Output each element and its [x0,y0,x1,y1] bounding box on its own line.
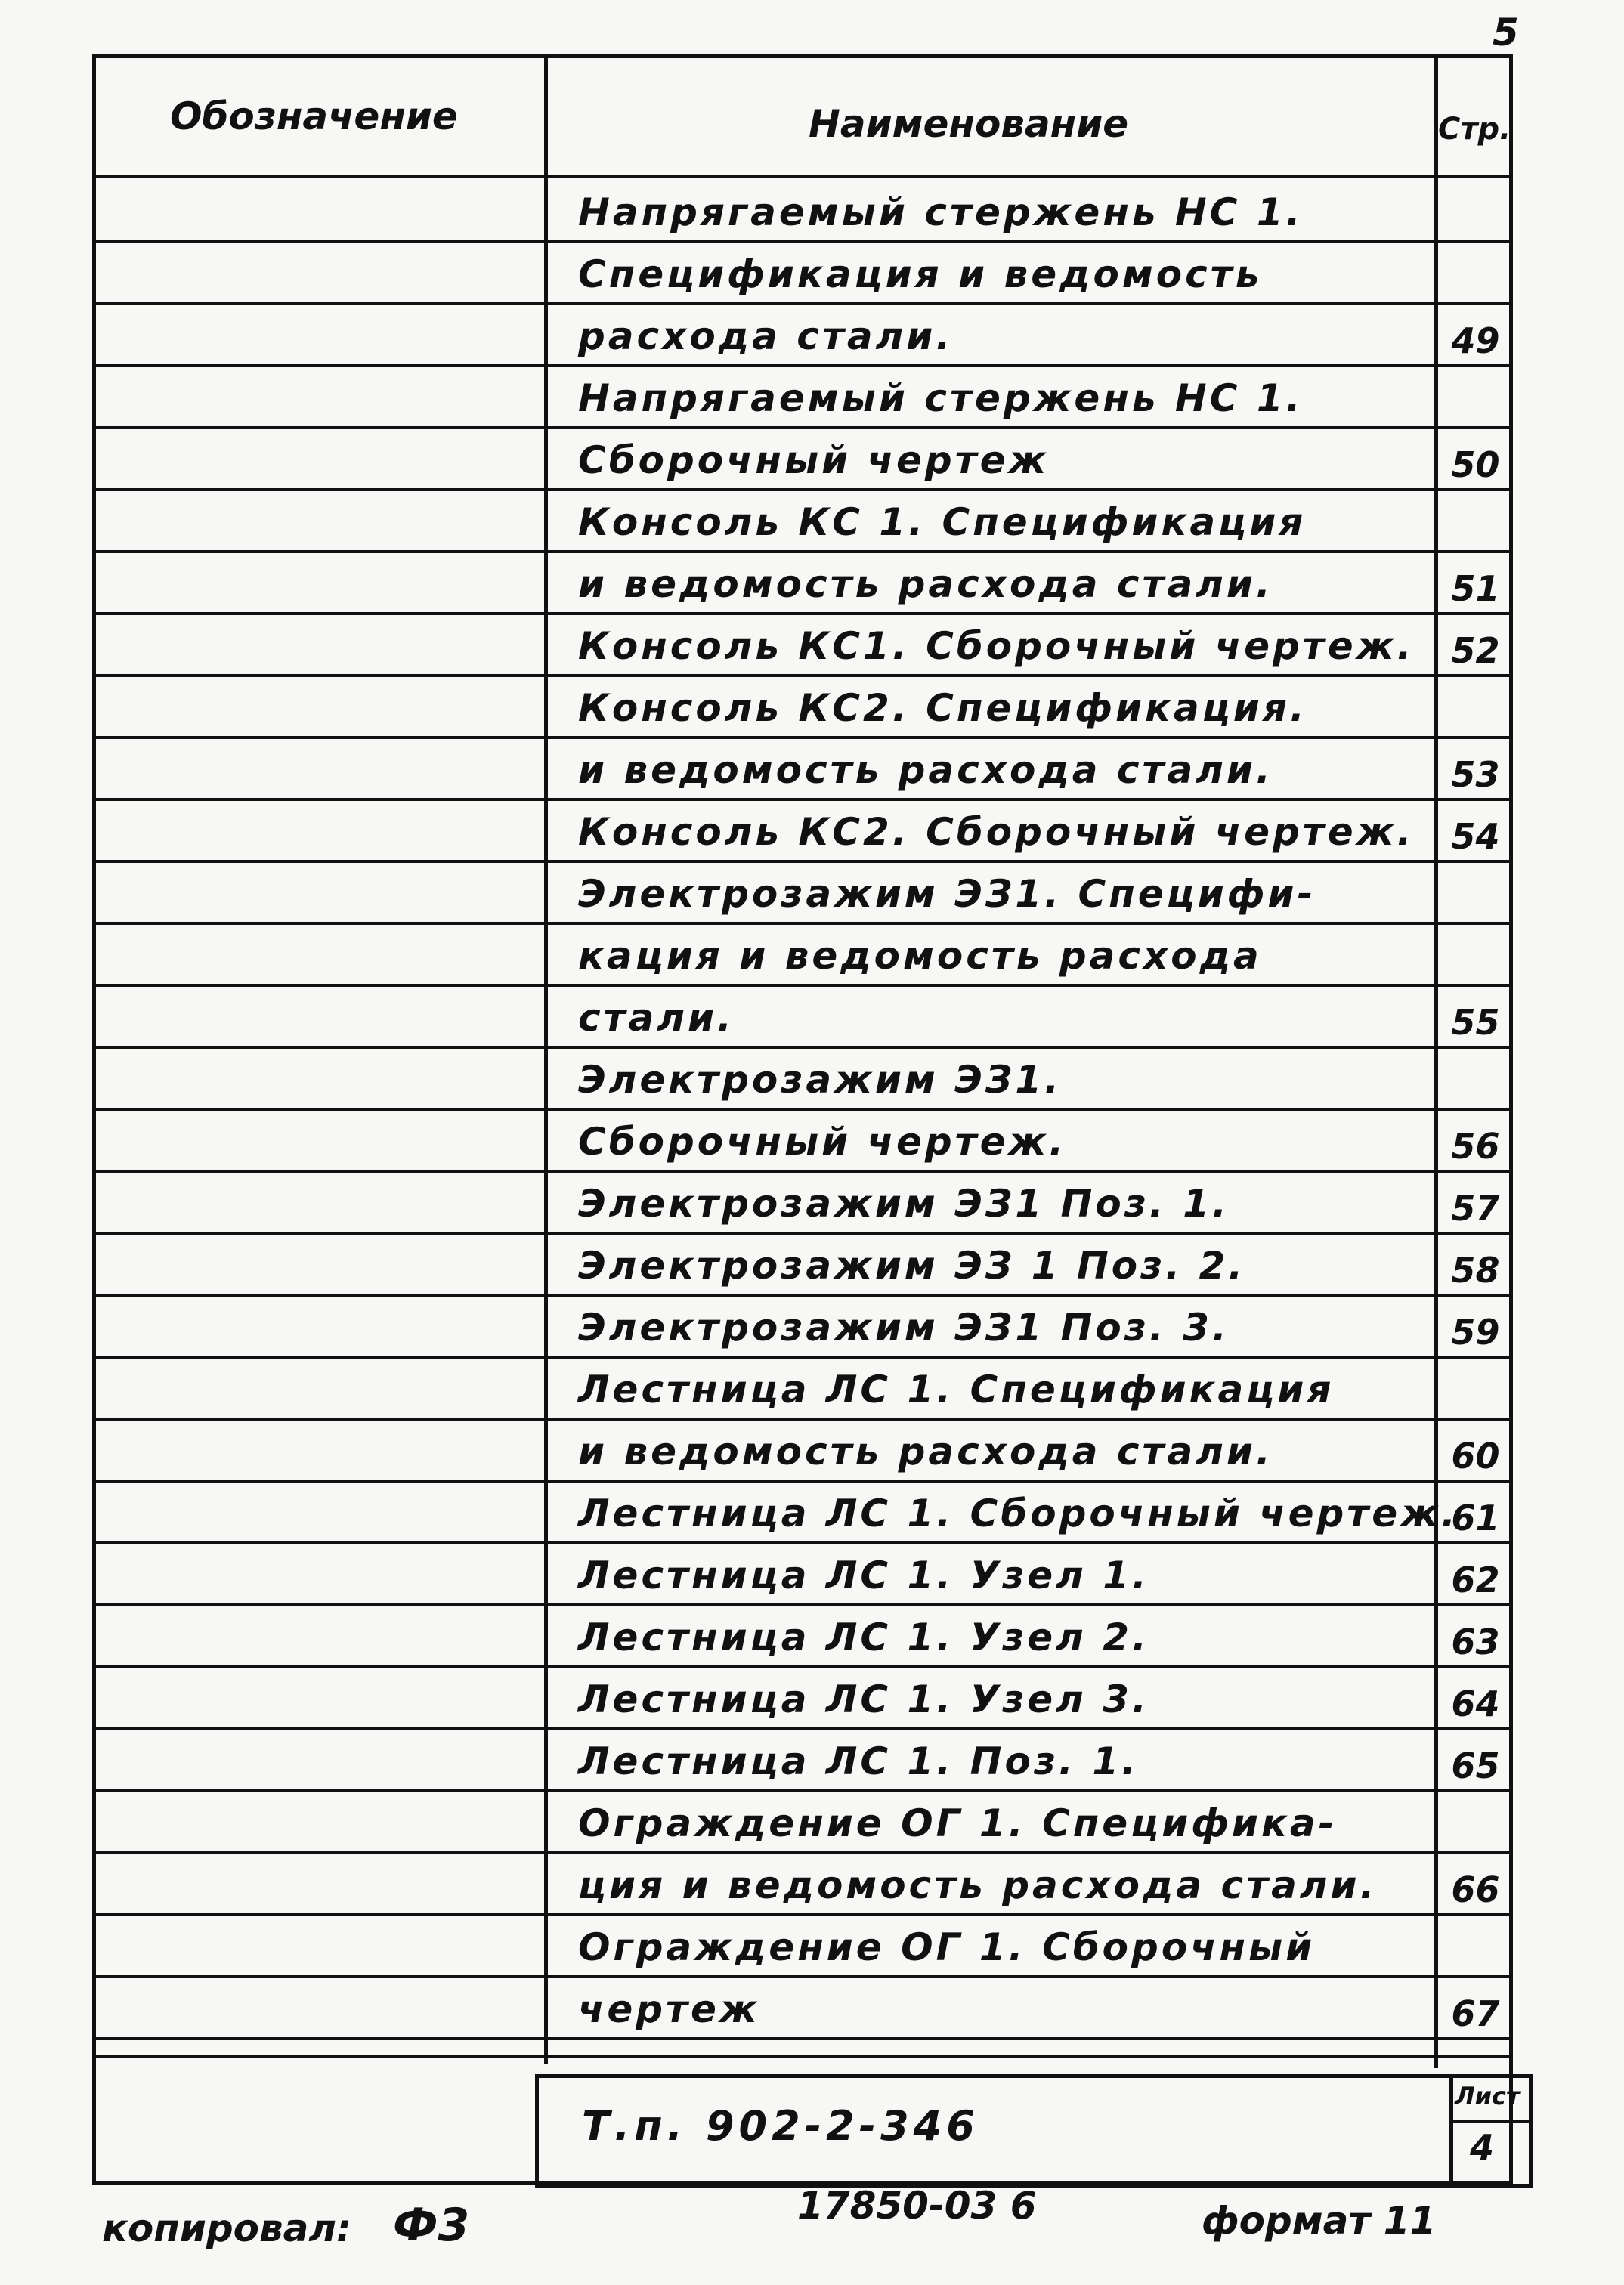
row-rule [92,984,1513,987]
row-page: 53 [1451,754,1500,795]
row-page: 61 [1451,1498,1500,1538]
title-block-sheet-rule [1449,2120,1533,2123]
row-rule [92,798,1513,801]
row-page: 59 [1451,1312,1500,1353]
row-name: Лестница ЛС 1. Сборочный чертеж. [578,1492,1459,1535]
row-name: Лестница ЛС 1. Поз. 1. [578,1739,1140,1783]
row-page: 66 [1451,1869,1500,1910]
copied-label: копировал: [102,2206,352,2250]
row-name: Сборочный чертеж. [578,1120,1067,1164]
row-rule [92,1108,1513,1111]
row-name: Лестница ЛС 1. Узел 3. [578,1677,1149,1721]
row-name: Электрозажим ЭЗ1. Специфи- [578,872,1316,916]
row-rule [92,1603,1513,1606]
row-rule [92,1046,1513,1049]
row-name: ция и ведомость расхода стали. [578,1863,1378,1907]
row-rule [92,240,1513,243]
row-rule [92,736,1513,739]
row-page: 58 [1451,1250,1500,1291]
row-rule [92,488,1513,491]
row-rule [92,2037,1513,2040]
row-page: 57 [1451,1188,1500,1229]
row-rule [92,1789,1513,1792]
copied-signature: Ф3 [393,2199,470,2252]
row-page: 60 [1451,1436,1500,1476]
row-rule [92,1356,1513,1359]
row-rule [92,922,1513,925]
row-rule [92,1851,1513,1854]
row-rule [92,426,1513,429]
row-name: Электрозажим ЭЗ1. [578,1058,1063,1102]
row-name: Напрягаемый стержень НС 1. [578,376,1304,420]
header-rule [92,175,1513,178]
row-name: Сборочный чертеж [578,438,1050,482]
row-rule [92,1294,1513,1297]
row-page: 51 [1451,568,1500,609]
row-name: стали. [578,996,735,1040]
row-name: и ведомость расхода стали. [578,1430,1273,1473]
row-rule [92,1541,1513,1544]
row-name: Консоль КС1. Сборочный чертеж. [578,624,1415,668]
row-name: чертеж [578,1987,760,2031]
row-rule [92,1418,1513,1421]
row-rule [92,1480,1513,1483]
row-page: 50 [1451,444,1500,485]
row-page: 49 [1451,320,1500,361]
row-name: Электрозажим ЭЗ 1 Поз. 2. [578,1244,1246,1288]
column-divider-page [1434,54,1438,2068]
stamp-sheet-value: 4 [1470,2127,1495,2168]
row-rule [92,1975,1513,1978]
row-rule [92,302,1513,305]
row-name: Ограждение ОГ 1. Специфика- [578,1801,1338,1845]
row-rule [92,364,1513,367]
row-rule [92,1913,1513,1916]
format-label: формат 11 [1202,2199,1437,2243]
row-name: Ограждение ОГ 1. Сборочный [578,1925,1316,1969]
stamp-designation: Т.п. 902-2-346 [582,2102,979,2150]
row-name: Спецификация и ведомость [578,252,1263,296]
bottom-rule [92,2055,1513,2058]
row-name: Напрягаемый стержень НС 1. [578,190,1304,234]
row-name: Консоль КС2. Спецификация. [578,686,1307,730]
header-page: Стр. [1438,112,1511,147]
row-page: 65 [1451,1745,1500,1786]
row-name: Лестница ЛС 1. Узел 2. [578,1616,1149,1659]
row-rule [92,550,1513,553]
header-name: Наименование [809,102,1129,146]
row-name: Лестница ЛС 1. Спецификация [578,1368,1335,1412]
row-page: 62 [1451,1560,1500,1600]
row-name: и ведомость расхода стали. [578,562,1273,606]
row-rule [92,860,1513,863]
row-page: 67 [1451,1993,1500,2034]
row-name: Электрозажим ЭЗ1 Поз. 1. [578,1182,1230,1226]
row-name: Консоль КС2. Сборочный чертеж. [578,810,1415,854]
title-block-divider [1449,2074,1453,2188]
stamp-sheet-label: Лист [1455,2082,1520,2110]
row-rule [92,1727,1513,1730]
row-page: 64 [1451,1684,1500,1724]
row-name: кация и ведомость расхода [578,934,1262,978]
row-rule [92,674,1513,677]
row-name: и ведомость расхода стали. [578,748,1273,792]
page-number: 5 [1493,11,1519,54]
row-page: 55 [1451,1002,1500,1043]
row-rule [92,1665,1513,1668]
row-page: 52 [1451,630,1500,671]
row-page: 56 [1451,1126,1500,1167]
column-divider-designation [544,54,548,2064]
row-name: расхода стали. [578,314,954,358]
row-rule [92,1232,1513,1235]
row-name: Электрозажим ЭЗ1 Поз. 3. [578,1306,1230,1350]
row-rule [92,612,1513,615]
row-name: Консоль КС 1. Спецификация [578,500,1307,544]
row-page: 54 [1451,816,1500,857]
document-number: 17850-03 6 [797,2184,1037,2228]
header-designation: Обозначение [170,94,458,138]
row-page: 63 [1451,1622,1500,1662]
row-rule [92,1170,1513,1173]
row-name: Лестница ЛС 1. Узел 1. [578,1554,1149,1597]
